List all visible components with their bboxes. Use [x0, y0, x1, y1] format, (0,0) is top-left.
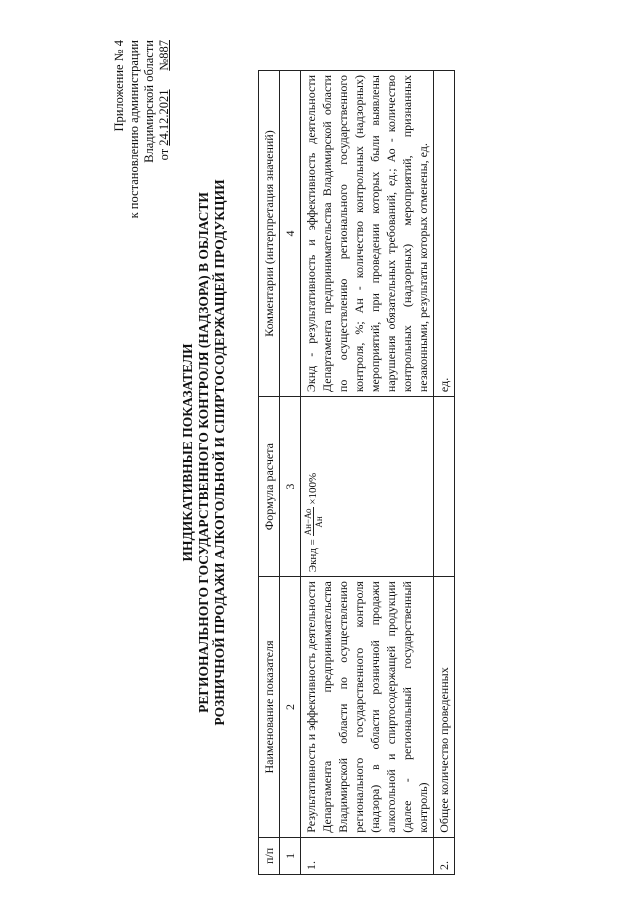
- formula-rhs: ×100%: [307, 472, 320, 505]
- col-number-3: 3: [280, 397, 301, 577]
- formula-denominator: Ан: [314, 516, 324, 528]
- indicator-comment: ед.: [434, 71, 455, 397]
- header-comment: Комментарии (интерпретация значений): [259, 71, 280, 397]
- header-name: Наименование показателя: [259, 577, 280, 838]
- col-number-2: 2: [280, 577, 301, 838]
- title-line-2: РЕГИОНАЛЬНОГО ГОСУДАРСТВЕННОГО КОНТРОЛЯ (НАДЗОРА) В ОБЛАСТИ: [196, 192, 211, 713]
- indicator-name: Общее количество проведенных: [434, 577, 455, 838]
- formula-cell: [301, 397, 434, 577]
- formula-lhs: Экнд =: [307, 539, 320, 573]
- indicators-table: [258, 70, 455, 875]
- row-number: 1.: [301, 837, 434, 874]
- formula-cell: [434, 397, 455, 577]
- col-number-4: 4: [280, 71, 301, 397]
- title-line-3: РОЗНИЧНОЙ ПРОДАЖИ АЛКОГОЛЬНОЙ И СПИРТОСОДЕРЖАЩЕЙ ПРОДУКЦИИ: [212, 179, 227, 726]
- date-prefix: от: [157, 148, 171, 161]
- formula: [303, 472, 324, 573]
- table-header-row: [259, 71, 280, 875]
- appendix-label: Приложение № 4: [112, 40, 126, 132]
- header-formula: Формула расчета: [259, 397, 280, 577]
- indicator-comment: Экнд - результативность и эффективность деятельности Департамента предпринимательства Владимирской области по осуществлению регионального государственного контроля, %; Ан - количество контрольных (надзорных) мероприятий, при проведении которых были выявлены нарушения обязательных требований, ед.; Ао - количество контрольных (надзорных) мероприятий, признанных незаконными, результаты которых отменены, ед.: [301, 71, 434, 397]
- decree-date: 24.12.2021: [157, 89, 171, 146]
- title-line-1: ИНДИКАТИВНЫЕ ПОКАЗАТЕЛИ: [180, 343, 195, 562]
- col-number-1: 1: [280, 837, 301, 874]
- document-title: [180, 0, 228, 905]
- formula-numerator: Ан−Ао: [303, 508, 313, 536]
- table-row: [434, 71, 455, 875]
- formula-fraction: [303, 507, 324, 536]
- appendix-date-line: [157, 40, 172, 218]
- appendix-region-line: Владимирской области: [142, 40, 156, 163]
- indicator-name: Результативность и эффективность деятельности Департамента предпринимательства Владимирской области по осуществлению регионального государственного контроля (надзора) в области розничной продажи алкогольной и спиртосодержащей продукции (далее - региональный государственный контроль): [301, 577, 434, 838]
- table-row: [301, 71, 434, 875]
- row-number: 2.: [434, 837, 455, 874]
- decree-number: №887: [157, 40, 171, 71]
- header-num: п/п: [259, 837, 280, 874]
- column-number-row: [280, 71, 301, 875]
- appendix-block: [112, 40, 172, 218]
- appendix-decree-line: к постановлению администрации: [127, 40, 141, 219]
